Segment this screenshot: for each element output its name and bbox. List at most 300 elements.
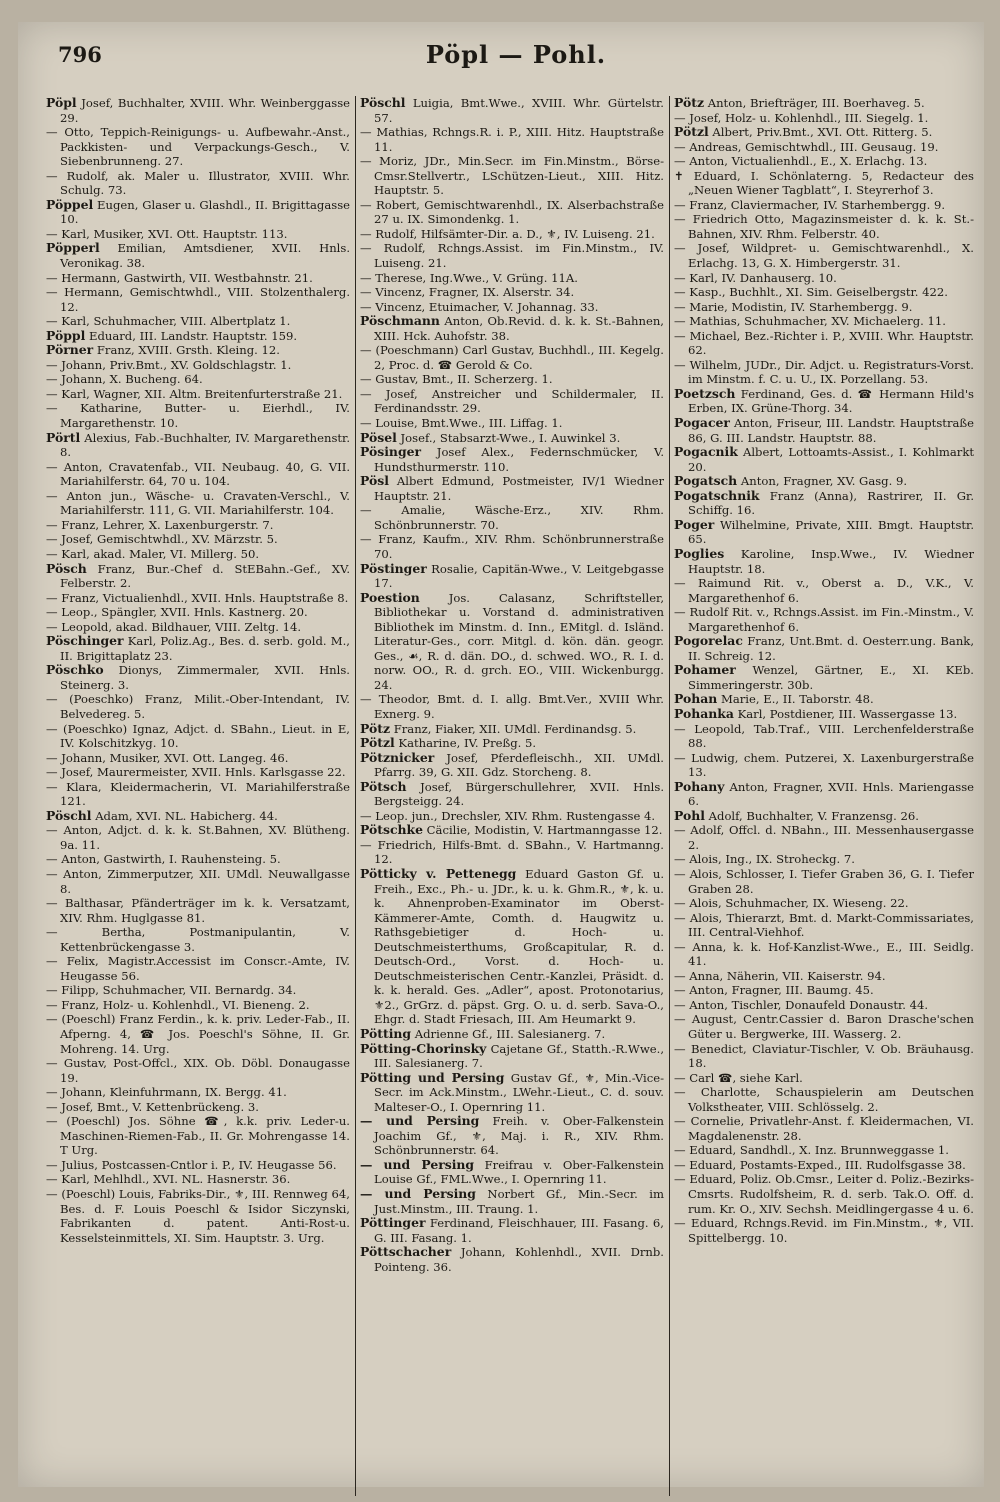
entry-text: — Mathias, Schuhmacher, XV. Michaelerg. 11. xyxy=(674,314,946,329)
entry-text: — Bertha, Postmanipulantin, V. Kettenbrückengasse 3. xyxy=(46,925,350,954)
entry-text: — Filipp, Schuhmacher, VII. Bernardg. 34. xyxy=(46,983,297,998)
directory-entry xyxy=(360,503,664,532)
directory-entry xyxy=(46,532,350,547)
directory-entry xyxy=(46,1172,350,1187)
entry-surname: Pötz xyxy=(360,720,391,736)
entry-surname: Pöttschacher xyxy=(360,1244,452,1260)
entry-surname: Pogacnik xyxy=(674,444,738,460)
directory-entry xyxy=(674,416,974,445)
entry-text: Rosalie, Capitän-Wwe., V. Leitgebgasse 17. xyxy=(374,561,664,591)
directory-entry xyxy=(46,96,350,125)
entry-text: — Anton, Zimmerputzer, XII. UMdl. Neuwallgasse 8. xyxy=(46,866,350,896)
directory-entry xyxy=(46,751,350,766)
directory-entry xyxy=(360,285,664,300)
entry-text: Marie, E., II. Taborstr. 48. xyxy=(720,692,874,707)
directory-entry xyxy=(360,474,664,503)
entry-text: — Kasp., Buchhlt., XI. Sim. Geiselbergstr. 422. xyxy=(674,285,948,300)
entry-text: — Josef, Holz- u. Kohlenhdl., III. Siegelg. 1. xyxy=(674,110,929,125)
entry-text: — Johann, Kleinfuhrmann, IX. Bergg. 41. xyxy=(46,1085,287,1100)
directory-entry xyxy=(360,241,664,270)
directory-entry xyxy=(674,358,974,387)
page-number: 796 xyxy=(58,42,102,67)
entry-text: Albert Edmund, Postmeister, IV/1 Wiedner Hauptstr. 21. xyxy=(374,474,664,503)
entry-text: — Vincenz, Etuimacher, V. Johannag. 33. xyxy=(360,299,599,314)
directory-entry xyxy=(360,416,664,431)
entry-surname: Pösl xyxy=(360,473,389,489)
directory-entry xyxy=(46,387,350,402)
directory-entry xyxy=(360,532,664,561)
entry-text: — Gustav, Post-Offcl., XIX. Ob. Döbl. Donaugasse 19. xyxy=(46,1056,350,1085)
entry-text: Anton, Fragner, XV. Gasg. 9. xyxy=(740,474,908,489)
directory-entry xyxy=(46,343,350,358)
directory-entry xyxy=(674,663,974,692)
entry-text: — Benedict, Claviatur-Tischler, V. Ob. Bräuhausg. 18. xyxy=(674,1041,974,1071)
directory-entry xyxy=(674,140,974,155)
entry-text: — Anton, Fragner, III. Baumg. 45. xyxy=(674,983,874,998)
entry-surname: Pöschmann xyxy=(360,313,440,329)
entry-text: — Marie, Modistin, IV. Starhembergg. 9. xyxy=(674,299,913,314)
entry-text: — Johann, Priv.Bmt., XV. Goldschlagstr. 1. xyxy=(46,357,292,372)
entry-text: — August, Centr.Cassier d. Baron Drasche'schen Güter u. Bergwerke, III. Wasserg. 2. xyxy=(674,1012,974,1041)
directory-entry xyxy=(46,431,350,460)
entry-text: — Josef, Anstreicher und Schildermaler, II. Ferdinandsstr. 29. xyxy=(360,386,664,416)
entry-text: — Anna, Näherin, VII. Kaiserstr. 94. xyxy=(674,968,886,983)
directory-entry xyxy=(674,983,974,998)
entry-surname: Pöppl xyxy=(46,327,86,343)
directory-entry xyxy=(674,1114,974,1143)
entry-text: — Friedrich, Hilfs-Bmt. d. SBahn., V. Hartmanng. 12. xyxy=(360,837,664,867)
entry-surname: Pohany xyxy=(674,778,725,794)
entry-text: — Rudolf, Rchngs.Assist. im Fin.Minstm., IV. Luiseng. 21. xyxy=(360,241,664,271)
directory-entry xyxy=(46,867,350,896)
entry-surname: Pörner xyxy=(46,342,94,358)
directory-entry xyxy=(46,605,350,620)
entry-surname: Pösel xyxy=(360,429,397,445)
directory-entry xyxy=(46,823,350,852)
directory-entry xyxy=(674,707,974,722)
entry-text: Alexius, Fab.-Buchhalter, IV. Margarethenstr. 8. xyxy=(60,430,350,460)
entry-text: — Josef, Bmt., V. Kettenbrückeng. 3. xyxy=(46,1099,259,1114)
entry-surname: — und Persing xyxy=(360,1113,480,1129)
directory-entry xyxy=(46,1085,350,1100)
directory-entry xyxy=(360,867,664,1027)
entry-surname: Pötting-Chorinsky xyxy=(360,1040,487,1056)
directory-entry xyxy=(674,96,974,111)
directory-entry xyxy=(46,1012,350,1056)
directory-entry xyxy=(674,489,974,518)
entry-text: Josef, Bürgerschullehrer, XVII. Hnls. Bergsteigg. 24. xyxy=(374,779,664,809)
entry-text: Franz, Bur.-Chef d. StEBahn.-Gef., XV. Felberstr. 2. xyxy=(60,561,350,591)
directory-entry xyxy=(46,518,350,533)
column-divider xyxy=(355,96,356,1496)
entry-text: Wenzel, Gärtner, E., XI. KEb. Simmeringerstr. 30b. xyxy=(688,663,974,692)
entry-surname: Pötzl xyxy=(674,124,709,140)
entry-surname: Pöttinger xyxy=(360,1215,426,1231)
entry-text: — Anton jun., Wäsche- u. Cravaten-Verschl., V. Mariahilferstr. 111, G. VII. Mariahilferstr. 104. xyxy=(46,488,350,518)
directory-entry xyxy=(674,722,974,751)
entry-surname: Pötznicker xyxy=(360,749,435,765)
entry-text: — Rudolf, ak. Maler u. Illustrator, XVIII. Whr. Schulg. 73. xyxy=(46,168,350,198)
entry-text: — Mathias, Rchngs.R. i. P., XIII. Hitz. Hauptstraße 11. xyxy=(360,125,664,154)
directory-entry xyxy=(360,445,664,474)
entry-text: — Vincenz, Fragner, IX. Alserstr. 34. xyxy=(360,285,575,300)
entry-surname: Pogorelac xyxy=(674,633,743,649)
entry-text: — Anton, Cravatenfab., VII. Neubaug. 40, G. VII. Mariahilferstr. 64, 70 u. 104. xyxy=(46,459,350,489)
directory-entry xyxy=(360,591,664,693)
directory-entry xyxy=(360,1042,664,1071)
entry-text: — Karl, akad. Maler, VI. Millerg. 50. xyxy=(46,546,260,561)
directory-entry xyxy=(674,867,974,896)
entry-text: — Josef, Maurermeister, XVII. Hnls. Karlsgasse 22. xyxy=(46,765,346,780)
directory-entry xyxy=(360,227,664,242)
directory-entry xyxy=(674,852,974,867)
entry-text: Anton, Briefträger, III. Boerhaveg. 5. xyxy=(707,96,925,110)
directory-entry xyxy=(46,634,350,663)
entry-surname: Pösinger xyxy=(360,444,422,460)
directory-entry xyxy=(46,1158,350,1173)
directory-entry xyxy=(46,460,350,489)
entry-text: Jos. Calasanz, Schriftsteller, Bibliothekar u. Vorstand d. administrativen Bibliothek im Minstm. d. Inn., EMitgl. d. Isländ. Literatur-Ges., corr. Mitgl. d. kön. dän. geogr. Ges., ☙, R. d. dän. DO., d. schwed. WO., R. I. d. norw. OO., R. d. grch. EO., VIII. Wickenburgg. 24. xyxy=(374,590,664,692)
entry-surname: Pogatschnik xyxy=(674,487,760,503)
directory-entry xyxy=(360,314,664,343)
entry-text: — Karl, Wagner, XII. Altm. Breitenfurterstraße 21. xyxy=(46,386,343,401)
entry-surname: Pösch xyxy=(46,560,87,576)
directory-entry xyxy=(674,1216,974,1245)
directory-entry xyxy=(360,1114,664,1158)
directory-entry xyxy=(360,372,664,387)
entry-text: — Leop., Spängler, XVII. Hnls. Kastnerg. 20. xyxy=(46,605,308,620)
entry-surname: Pöschl xyxy=(360,96,406,110)
entry-text: Norbert Gf., Min.-Secr. im Just.Minstm., III. Traung. 1. xyxy=(374,1187,664,1216)
directory-entry xyxy=(674,314,974,329)
directory-entry xyxy=(46,591,350,606)
entry-surname: Pötzl xyxy=(360,735,395,751)
directory-entry xyxy=(360,125,664,154)
entry-text: Luigia, Bmt.Wwe., XVIII. Whr. Gürtelstr. 57. xyxy=(374,96,664,125)
entry-text: — Leop. jun., Drechsler, XIV. Rhm. Rustengasse 4. xyxy=(360,808,656,823)
directory-entry xyxy=(360,722,664,737)
entry-text: Ferdinand, Fleischhauer, III. Fasang. 6, G. III. Fasang. 1. xyxy=(374,1216,664,1245)
entry-text: — Alois, Thierarzt, Bmt. d. Markt-Commissariates, III. Central-Viehhof. xyxy=(674,910,974,940)
page-header xyxy=(46,36,986,76)
entry-surname: Poger xyxy=(674,516,715,532)
entry-text: — Leopold, akad. Bildhauer, VIII. Zeltg. 14. xyxy=(46,619,302,634)
directory-entry xyxy=(360,1027,664,1042)
entry-text: — Hermann, Gemischtwhdl., VIII. Stolzenthalerg. 12. xyxy=(46,285,350,314)
entry-text: Adrienne Gf., III. Salesianerg. 7. xyxy=(414,1027,606,1041)
directory-entry xyxy=(360,838,664,867)
directory-entry xyxy=(360,271,664,286)
entry-text: — (Poeschl) Louis, Fabriks-Dir., ⚜, III. Rennweg 64, Bes. d. F. Louis Poeschl & Isidor Siczynski, Fabrikanten d. patent. Anti-Rost-u. Kesselsteinmittels, XI. Sim. Hauptstr. 3. Urg. xyxy=(46,1187,350,1245)
entry-surname: Pötsch xyxy=(360,778,407,794)
entry-text: — Otto, Teppich-Reinigungs- u. Aufbewahr.-Anst., Packkisten- und Verpackungs-Gesch., V. Siebenbrunneng. 27. xyxy=(46,125,350,169)
entry-surname: Pötz xyxy=(674,96,705,110)
entry-text: — Klara, Kleidermacherin, VI. Mariahilferstraße 121. xyxy=(46,779,350,809)
directory-entry xyxy=(674,1012,974,1041)
entry-surname: Pötticky v. Pettenegg xyxy=(360,865,517,881)
directory-entry xyxy=(674,387,974,416)
entry-text: Adam, XVI. NL. Habicherg. 44. xyxy=(95,808,278,823)
directory-entry xyxy=(674,576,974,605)
entry-text: Josef., Stabsarzt-Wwe., I. Auwinkel 3. xyxy=(400,430,621,445)
entry-text: Emilian, Amtsdiener, XVII. Hnls. Veronikag. 38. xyxy=(60,241,350,271)
entry-text: Karl, Postdiener, III. Wassergasse 13. xyxy=(737,706,958,721)
directory-entry xyxy=(360,387,664,416)
entry-surname: Pohanka xyxy=(674,705,734,721)
directory-entry xyxy=(674,940,974,969)
entry-surname: Poestion xyxy=(360,589,420,605)
entry-text: Eugen, Glaser u. Glashdl., II. Brigittagasse 10. xyxy=(60,197,350,227)
entry-text: — Carl ☎, siehe Karl. xyxy=(674,1070,803,1085)
directory-entry xyxy=(674,1071,974,1086)
directory-entry xyxy=(674,1042,974,1071)
entry-surname: Pohan xyxy=(674,691,718,707)
directory-entry xyxy=(46,241,350,270)
entry-text: Freih. v. Ober-Falkenstein Joachim Gf., ⚜, Maj. i. R., XIV. Rhm. Schönbrunnerstr. 64. xyxy=(374,1114,664,1158)
directory-entry xyxy=(46,372,350,387)
entry-text: — Johann, Musiker, XVI. Ott. Langeg. 46. xyxy=(46,750,289,765)
directory-entry xyxy=(46,1056,350,1085)
directory-entry xyxy=(674,518,974,547)
directory-entry xyxy=(674,969,974,984)
entry-text: — Wilhelm, JUDr., Dir. Adjct. u. Registraturs-Vorst. im Minstm. f. C. u. U., IX. Porzellang. 53. xyxy=(674,357,974,387)
column-divider xyxy=(669,96,670,1496)
directory-entry xyxy=(674,212,974,241)
entry-text: — Josef, Gemischtwhdl., XV. Märzstr. 5. xyxy=(46,532,278,547)
entry-text: — Eduard, Sandhdl., X. Inz. Brunnweggasse 1. xyxy=(674,1143,949,1158)
directory-entry xyxy=(46,329,350,344)
directory-entry xyxy=(674,692,974,707)
directory-entry xyxy=(46,954,350,983)
entry-surname: Pötschke xyxy=(360,822,423,838)
entry-text: Adolf, Buchhalter, V. Franzensg. 26. xyxy=(708,808,919,823)
entry-text: ✝ Eduard, I. Schönlaterng. 5, Redacteur des „Neuen Wiener Tagblatt“, I. Steyrerhof 3. xyxy=(674,168,974,198)
entry-text: — Amalie, Wäsche-Erz., XIV. Rhm. Schönbrunnerstr. 70. xyxy=(360,503,664,532)
entry-surname: Pöppel xyxy=(46,196,94,212)
directory-entry xyxy=(46,1187,350,1245)
directory-entry xyxy=(674,1085,974,1114)
directory-entry xyxy=(46,896,350,925)
directory-entry xyxy=(46,125,350,169)
entry-text: — Alois, Ing., IX. Stroheckg. 7. xyxy=(674,852,855,867)
directory-entry xyxy=(46,722,350,751)
entry-text: — Franz, Kaufm., XIV. Rhm. Schönbrunnerstraße 70. xyxy=(360,532,664,561)
directory-entry xyxy=(674,998,974,1013)
directory-entry xyxy=(46,1114,350,1158)
directory-entry xyxy=(46,285,350,314)
entry-text: — Julius, Postcassen-Cntlor i. P., IV. Heugasse 56. xyxy=(46,1157,337,1172)
directory-entry xyxy=(360,1158,664,1187)
directory-entry xyxy=(46,169,350,198)
entry-text: — Rudolf, Hilfsämter-Dir. a. D., ⚜, IV. Luiseng. 21. xyxy=(360,226,655,241)
directory-entry xyxy=(46,998,350,1013)
directory-entry xyxy=(360,1216,664,1245)
directory-entry xyxy=(674,169,974,198)
directory-entry xyxy=(360,823,664,838)
entry-surname: Pöschko xyxy=(46,662,104,678)
entry-text: — Franz, Claviermacher, IV. Starhembergg. 9. xyxy=(674,197,946,212)
directory-entry xyxy=(46,852,350,867)
entry-text: Anton, Ob.Revid. d. k. k. St.-Bahnen, XIII. Hck. Auhofstr. 38. xyxy=(374,314,664,343)
entry-text: — Josef, Wildpret- u. Gemischtwarenhdl., X. Erlachg. 13, G. X. Himbergerstr. 31. xyxy=(674,241,974,271)
entry-text: — Ludwig, chem. Putzerei, X. Laxenburgerstraße 13. xyxy=(674,750,974,780)
entry-text: Albert, Lottoamts-Assist., I. Kohlmarkt 20. xyxy=(688,445,974,474)
directory-entry xyxy=(674,125,974,140)
entry-surname: Pötting und Persing xyxy=(360,1069,505,1085)
entry-text: Ferdinand, Ges. d. ☎ Hermann Hild's Erben, IX. Grüne-Thorg. 34. xyxy=(688,386,974,416)
entry-surname: — und Persing xyxy=(360,1156,475,1172)
directory-entry xyxy=(360,96,664,125)
entry-text: — (Poeschko) Ignaz, Adjct. d. SBahn., Lieut. in E, IV. Kolschitzkyg. 10. xyxy=(46,721,350,751)
directory-entry xyxy=(674,751,974,780)
directory-entry xyxy=(46,692,350,721)
entry-text: — Anton, Tischler, Donaufeld Donaustr. 44. xyxy=(674,997,929,1012)
entry-text: Anton, Friseur, III. Landstr. Hauptstraße 86, G. III. Landstr. Hauptstr. 88. xyxy=(688,416,974,445)
entry-text: Franz, Unt.Bmt. d. Oesterr.ung. Bank, II. Schreig. 12. xyxy=(688,634,974,663)
directory-entry xyxy=(674,474,974,489)
entry-text: — Rudolf Rit. v., Rchngs.Assist. im Fin.-Minstm., V. Margarethenhof 6. xyxy=(674,605,974,634)
directory-entry xyxy=(674,154,974,169)
entry-text: Karoline, Insp.Wwe., IV. Wiedner Hauptstr. 18. xyxy=(688,546,974,576)
directory-entry xyxy=(360,736,664,751)
directory-entry xyxy=(674,241,974,270)
directory-entry xyxy=(46,271,350,286)
directory-entry xyxy=(674,445,974,474)
directory-entry xyxy=(46,1100,350,1115)
entry-text: Albert, Priv.Bmt., XVI. Ott. Ritterg. 5. xyxy=(712,125,933,140)
entry-text: — Alois, Schlosser, I. Tiefer Graben 36, G. I. Tiefer Graben 28. xyxy=(674,866,974,896)
directory-entry xyxy=(360,692,664,721)
entry-text: — Felix, Magistr.Accessist im Conscr.-Amte, IV. Heugasse 56. xyxy=(46,954,350,983)
directory-entry xyxy=(674,329,974,358)
directory-entry xyxy=(674,1158,974,1173)
entry-text: — Johann, X. Bucheng. 64. xyxy=(46,372,203,387)
entry-text: Katharine, IV. Preßg. 5. xyxy=(398,736,537,751)
entry-text: — Raimund Rit. v., Oberst a. D., V.K., V. Margarethenhof 6. xyxy=(674,576,974,605)
column-1 xyxy=(46,96,350,1491)
directory-entry xyxy=(46,227,350,242)
directory-entry xyxy=(674,300,974,315)
entry-text: — Anna, k. k. Hof-Kanzlist-Wwe., E., III. Seidlg. 41. xyxy=(674,939,974,969)
entry-surname: Poetzsch xyxy=(674,385,736,401)
directory-entry xyxy=(46,983,350,998)
directory-entry xyxy=(674,547,974,576)
directory-entry xyxy=(46,562,350,591)
entry-text: — Cornelie, Privatlehr-Anst. f. Kleidermachen, VI. Magdalenenstr. 28. xyxy=(674,1114,974,1143)
entry-surname: Pöpl xyxy=(46,96,77,110)
directory-page xyxy=(18,22,984,1487)
directory-entry xyxy=(674,285,974,300)
entry-text: Franz, Fiaker, XII. UMdl. Ferdinandsg. 5. xyxy=(393,721,637,736)
entry-surname: Pöstinger xyxy=(360,560,427,576)
entry-surname: Pörtl xyxy=(46,429,81,445)
directory-entry xyxy=(674,823,974,852)
entry-surname: Poglies xyxy=(674,545,725,561)
entry-text: Cajetane Gf., Statth.-R.Wwe., III. Salesianerg. 7. xyxy=(374,1041,664,1071)
entry-text: — Louise, Bmt.Wwe., III. Liffag. 1. xyxy=(360,416,563,431)
directory-entry xyxy=(46,547,350,562)
entry-text: — (Poeschl) Franz Ferdin., k. k. priv. Leder-Fab., II. Afperng. 4, ☎ Jos. Poeschl's Söhne, II. Gr. Mohreng. 14. Urg. xyxy=(46,1012,350,1056)
directory-entry xyxy=(674,198,974,213)
entry-text: — Leopold, Tab.Traf., VIII. Lerchenfelderstraße 88. xyxy=(674,721,974,751)
column-2 xyxy=(360,96,664,1491)
directory-entry xyxy=(360,154,664,198)
entry-text: Johann, Kohlenhdl., XVII. Drnb. Pointeng. 36. xyxy=(374,1245,664,1274)
directory-entry xyxy=(46,401,350,430)
running-head: Pöpl — Pohl. xyxy=(425,40,607,69)
directory-entry xyxy=(46,489,350,518)
directory-entry xyxy=(360,431,664,446)
entry-text: — Theodor, Bmt. d. I. allg. Bmt.Ver., XVIII Whr. Exnerg. 9. xyxy=(360,692,664,721)
directory-entry xyxy=(360,562,664,591)
directory-entry xyxy=(46,198,350,227)
entry-text: Franz (Anna), Rastrirer, II. Gr. Schiffg. 16. xyxy=(688,488,974,518)
entry-text: Karl, Poliz.Ag., Bes. d. serb. gold. M., II. Brigittaplatz 23. xyxy=(60,634,350,663)
directory-entry xyxy=(674,896,974,911)
directory-entry xyxy=(46,925,350,954)
entry-text: — Anton, Adjct. d. k. k. St.Bahnen, XV. Blütheng. 9a. 11. xyxy=(46,823,350,852)
directory-entry xyxy=(674,809,974,824)
directory-entry xyxy=(46,663,350,692)
entry-text: — (Poeschmann) Carl Gustav, Buchhdl., III. Kegelg. 2, Proc. d. ☎ Gerold & Co. xyxy=(360,343,664,372)
entry-surname: — und Persing xyxy=(360,1186,476,1202)
directory-entry xyxy=(46,620,350,635)
entry-text: Franz, XVIII. Grsth. Kleing. 12. xyxy=(96,343,280,358)
entry-text: — Katharine, Butter- u. Eierhdl., IV. Margarethenstr. 10. xyxy=(46,401,350,431)
directory-entry xyxy=(360,1245,664,1274)
column-3 xyxy=(674,96,974,1491)
directory-entry xyxy=(46,358,350,373)
entry-surname: Pötting xyxy=(360,1026,412,1041)
entry-text: — Moriz, JDr., Min.Secr. im Fin.Minstm., Börse-Cmsr.Stellvertr., LSchützen-Lieut., XIII. Hitz. Hauptstr. 5. xyxy=(360,154,664,198)
entry-surname: Pöschinger xyxy=(46,633,124,649)
entry-text: — Eduard, Postamts-Exped., III. Rudolfsgasse 38. xyxy=(674,1157,966,1172)
directory-entry xyxy=(46,809,350,824)
entry-text: — Franz, Victualienhdl., XVII. Hnls. Hauptstraße 8. xyxy=(46,590,349,605)
directory-entry xyxy=(360,780,664,809)
directory-entry xyxy=(360,343,664,372)
entry-text: — Karl, Mehlhdl., XVI. NL. Hasnerstr. 36. xyxy=(46,1172,291,1187)
entry-text: Wilhelmine, Private, XIII. Bmgt. Hauptstr. 65. xyxy=(688,517,974,547)
entry-surname: Pohl xyxy=(674,807,705,823)
directory-entry xyxy=(360,1071,664,1115)
entry-text: — Eduard, Poliz. Ob.Cmsr., Leiter d. Poliz.-Bezirks-Cmsrts. Rudolfsheim, R. d. serb. Tak.O. Off. d. rum. Kr. O., XIV. Sechsh. Meidlingergasse 4 u. 6. xyxy=(674,1172,974,1216)
entry-text: Josef, Pferdefleischh., XII. UMdl. Pfarrg. 39, G. XII. Gdz. Storcheng. 8. xyxy=(374,750,664,780)
directory-entry xyxy=(46,314,350,329)
entry-text: — Eduard, Rchngs.Revid. im Fin.Minstm., ⚜, VII. Spittelbergg. 10. xyxy=(674,1216,974,1245)
entry-text: — Michael, Bez.-Richter i. P., XVIII. Whr. Hauptstr. 62. xyxy=(674,328,974,358)
entry-text: Josef, Buchhalter, XVIII. Whr. Weinberggasse 29. xyxy=(60,96,350,125)
entry-text: — Franz, Lehrer, X. Laxenburgerstr. 7. xyxy=(46,517,274,532)
entry-text: — Hermann, Gastwirth, VII. Westbahnstr. 21. xyxy=(46,270,313,285)
entry-text: — Karl, Schuhmacher, VIII. Albertplatz 1. xyxy=(46,314,291,329)
directory-entry xyxy=(46,780,350,809)
directory-entry xyxy=(360,751,664,780)
directory-entry xyxy=(674,605,974,634)
entry-text: — Friedrich Otto, Magazinsmeister d. k. k. St.-Bahnen, XIV. Rhm. Felberstr. 40. xyxy=(674,212,974,241)
directory-entry xyxy=(674,1143,974,1158)
entry-text: — (Poeschl) Jos. Söhne ☎, k.k. priv. Leder-u. Maschinen-Riemen-Fab., II. Gr. Mohrengasse 14. T Urg. xyxy=(46,1114,350,1158)
entry-surname: Pogatsch xyxy=(674,473,738,489)
entry-surname: Pöschl xyxy=(46,807,92,823)
entry-text: — Robert, Gemischtwarenhdl., IX. Alserbachstraße 27 u. IX. Simondenkg. 1. xyxy=(360,197,664,227)
entry-text: — Anton, Victualienhdl., E., X. Erlachg. 13. xyxy=(674,154,928,169)
entry-text: — (Poeschko) Franz, Milit.-Ober-Intendant, IV. Belvedereg. 5. xyxy=(46,692,350,721)
entry-text: — Charlotte, Schauspielerin am Deutschen Volkstheater, VIII. Schlösselg. 2. xyxy=(674,1085,974,1114)
entry-text: Cäcilie, Modistin, V. Hartmanngasse 12. xyxy=(426,823,663,838)
entry-text: — Karl, IV. Danhauserg. 10. xyxy=(674,270,837,285)
entry-text: Gustav Gf., ⚜, Min.-Vice-Secr. im Ack.Minstm., LWehr.-Lieut., C. d. souv. Malteser-O., I. Opernring 11. xyxy=(374,1070,664,1114)
